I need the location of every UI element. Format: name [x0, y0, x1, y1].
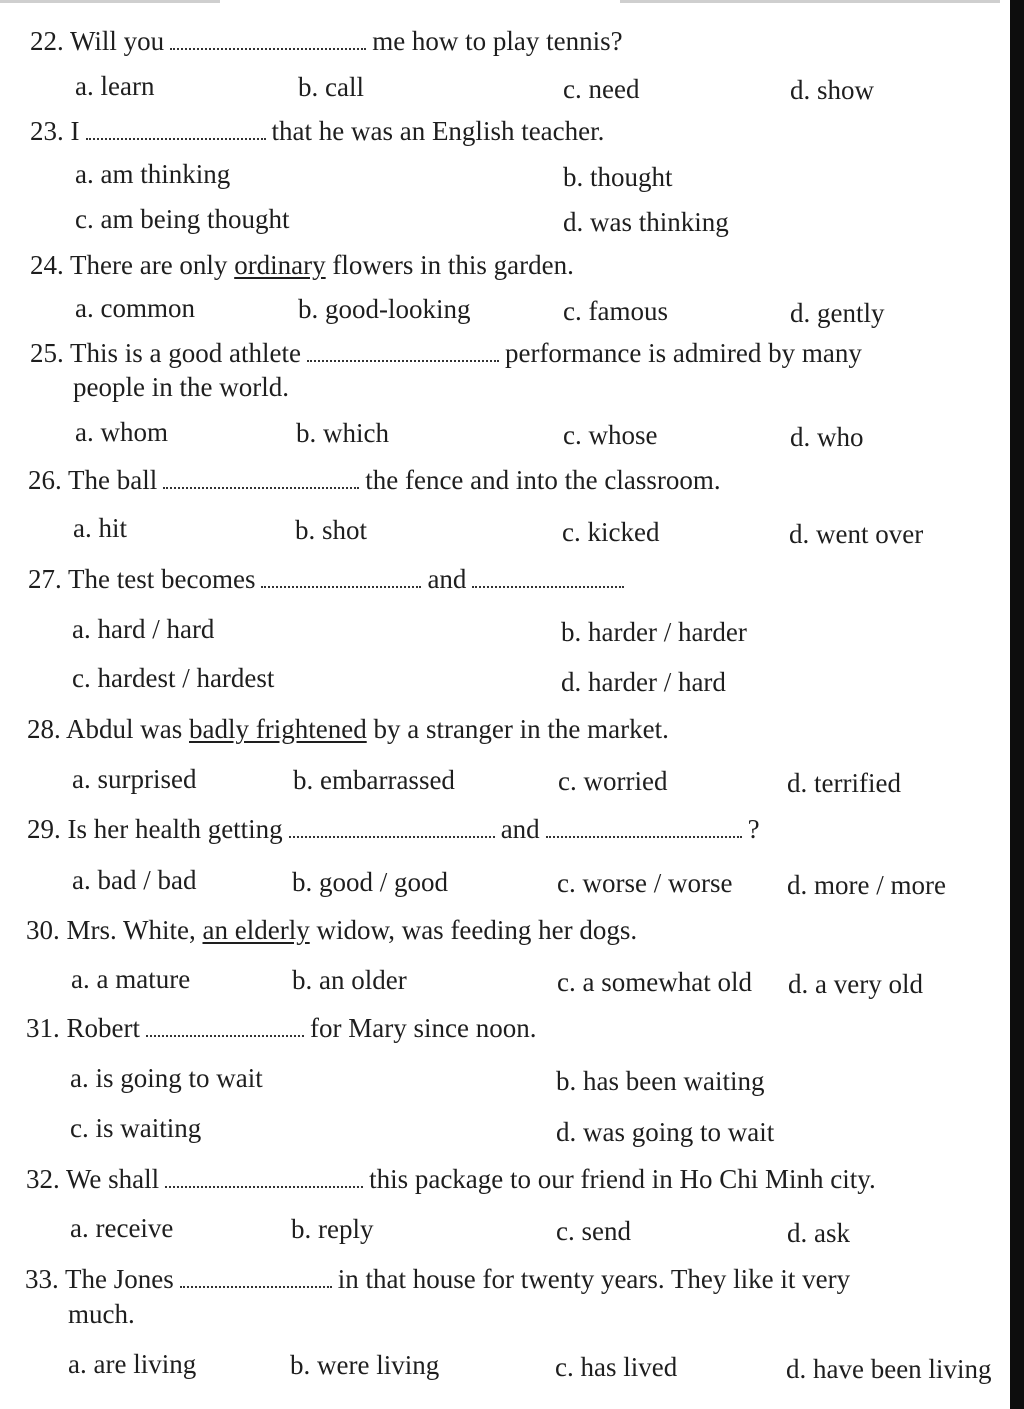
question-23: 23. I that he was an English teacher.: [30, 116, 605, 146]
option-28b[interactable]: b. embarrassed: [293, 765, 455, 795]
option-30c[interactable]: c. a somewhat old: [557, 967, 752, 997]
option-24b[interactable]: b. good-looking: [298, 294, 471, 324]
option-26d[interactable]: d. went over: [789, 519, 924, 549]
question-25: 25. This is a good athlete performance is admired by many: [30, 338, 862, 368]
option-22b[interactable]: b. call: [298, 72, 364, 102]
option-31d[interactable]: d. was going to wait: [556, 1117, 775, 1147]
option-32b[interactable]: b. reply: [291, 1214, 374, 1244]
option-31b[interactable]: b. has been waiting: [556, 1066, 765, 1096]
option-32d[interactable]: d. ask: [787, 1218, 850, 1248]
question-33: 33. The Jones in that house for twenty years. They like it very: [25, 1264, 851, 1294]
option-32c[interactable]: c. send: [556, 1216, 631, 1246]
option-31a[interactable]: a. is going to wait: [70, 1063, 263, 1093]
option-24c[interactable]: c. famous: [563, 296, 668, 326]
question-22: 22. Will you me how to play tennis?: [30, 26, 623, 56]
option-25c[interactable]: c. whose: [563, 420, 658, 450]
option-26a[interactable]: a. hit: [73, 513, 127, 543]
option-23d[interactable]: d. was thinking: [563, 207, 729, 237]
option-25b[interactable]: b. which: [296, 418, 389, 448]
option-31c[interactable]: c. is waiting: [70, 1113, 202, 1143]
question-27: 27. The test becomes and: [28, 566, 630, 593]
question-29: 29. Is her health getting and ?: [27, 814, 760, 844]
option-33b[interactable]: b. were living: [290, 1350, 440, 1380]
option-22a[interactable]: a. learn: [75, 71, 155, 101]
option-22c[interactable]: c. need: [563, 74, 640, 104]
option-29c[interactable]: c. worse / worse: [557, 868, 733, 898]
option-22d[interactable]: d. show: [790, 75, 875, 105]
option-26c[interactable]: c. kicked: [562, 517, 660, 547]
option-33a[interactable]: a. are living: [68, 1349, 197, 1379]
option-27c[interactable]: c. hardest / hardest: [72, 663, 275, 693]
option-26b[interactable]: b. shot: [295, 515, 368, 545]
option-25d[interactable]: d. who: [790, 422, 864, 452]
question-26: 26. The ball the fence and into the classroom.: [28, 465, 721, 495]
question-24: 24. There are only ordinary flowers in this garden.: [30, 250, 574, 280]
question-31: 31. Robert for Mary since noon.: [26, 1013, 537, 1043]
question-32: 32. We shall this package to our friend in Ho Chi Minh city.: [26, 1164, 876, 1194]
option-33d[interactable]: d. have been living: [786, 1354, 992, 1384]
option-23c[interactable]: c. am being thought: [75, 204, 290, 234]
question-25-continued: people in the world.: [73, 372, 289, 402]
option-24d[interactable]: d. gently: [790, 298, 885, 328]
question-30: 30. Mrs. White, an elderly widow, was feeding her dogs.: [26, 915, 638, 945]
underlined-word: badly frightened: [189, 714, 367, 744]
top-border: [0, 0, 1010, 6]
option-28d[interactable]: d. terrified: [787, 768, 901, 798]
option-29a[interactable]: a. bad / bad: [72, 865, 197, 895]
option-27b[interactable]: b. harder / harder: [561, 617, 747, 647]
option-23b[interactable]: b. thought: [563, 162, 673, 192]
option-29d[interactable]: d. more / more: [787, 870, 946, 900]
option-24a[interactable]: a. common: [75, 293, 195, 323]
option-30b[interactable]: b. an older: [292, 965, 407, 995]
question-28: 28. Abdul was badly frightened by a stranger in the market.: [27, 714, 669, 744]
option-27a[interactable]: a. hard / hard: [72, 614, 215, 644]
underlined-word: ordinary: [234, 250, 326, 280]
option-32a[interactable]: a. receive: [70, 1213, 174, 1243]
underlined-word: an elderly: [202, 915, 310, 945]
question-33-continued: much.: [68, 1299, 135, 1329]
option-29b[interactable]: b. good / good: [292, 867, 449, 897]
option-33c[interactable]: c. has lived: [555, 1352, 678, 1382]
option-28c[interactable]: c. worried: [558, 766, 668, 796]
option-28a[interactable]: a. surprised: [72, 764, 197, 794]
option-30d[interactable]: d. a very old: [788, 969, 923, 999]
option-30a[interactable]: a. a mature: [71, 964, 191, 994]
option-23a[interactable]: a. am thinking: [75, 159, 231, 189]
option-25a[interactable]: a. whom: [75, 417, 168, 447]
option-27d[interactable]: d. harder / hard: [561, 667, 726, 697]
